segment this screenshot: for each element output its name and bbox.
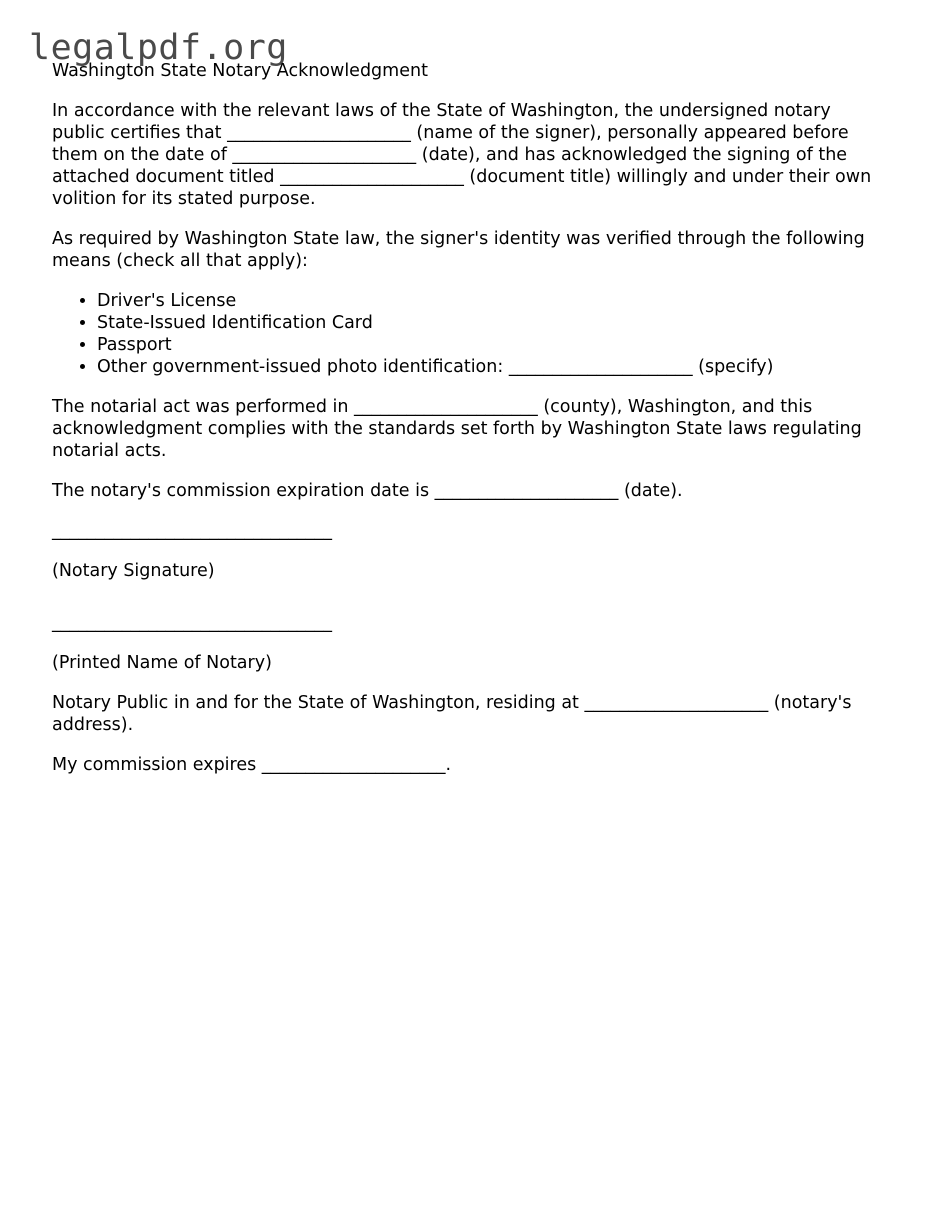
commission-expiration-paragraph: The notary's commission expiration date is _____________________ (date). [52,481,683,501]
document-body [52,60,882,794]
watermark-logo: legalpdf.org [29,28,288,68]
notary-signature-line: ________________________________ [52,521,332,541]
document-title: Washington State Notary Acknowledgment [52,61,428,81]
certification-paragraph: In accordance with the relevant laws of the State of Washington, the undersigned notary public certifies that _____________________ (name of the signer), personally appeared before them on the date of _____________________ (date), and has acknowledged the signing of the attached document titled _____________________ (document title) willingly and under their own volition for its stated purpose. [52,101,872,209]
list-item: • State-Issued Identification Card [97,312,882,334]
list-item: • Other government-issued photo identification: _____________________ (specify) [97,356,882,378]
list-item: • Passport [97,334,882,356]
list-item: • Driver's License [97,290,882,312]
notary-signature-caption: (Notary Signature) [52,561,215,581]
notarial-act-paragraph: The notarial act was performed in _____________________ (county), Washington, and this acknowledgment complies with the standards set forth by Washington State laws regulating notarial acts. [52,397,862,461]
identity-verification-paragraph: As required by Washington State law, the signer's identity was verified through the following means (check all that apply): [52,229,865,271]
printed-name-caption: (Printed Name of Notary) [52,653,272,673]
id-methods-list [52,290,882,378]
commission-expires-paragraph: My commission expires _____________________. [52,755,452,775]
notary-residence-paragraph: Notary Public in and for the State of Washington, residing at _____________________ (notary's address). [52,693,852,735]
printed-name-line: ________________________________ [52,613,332,633]
